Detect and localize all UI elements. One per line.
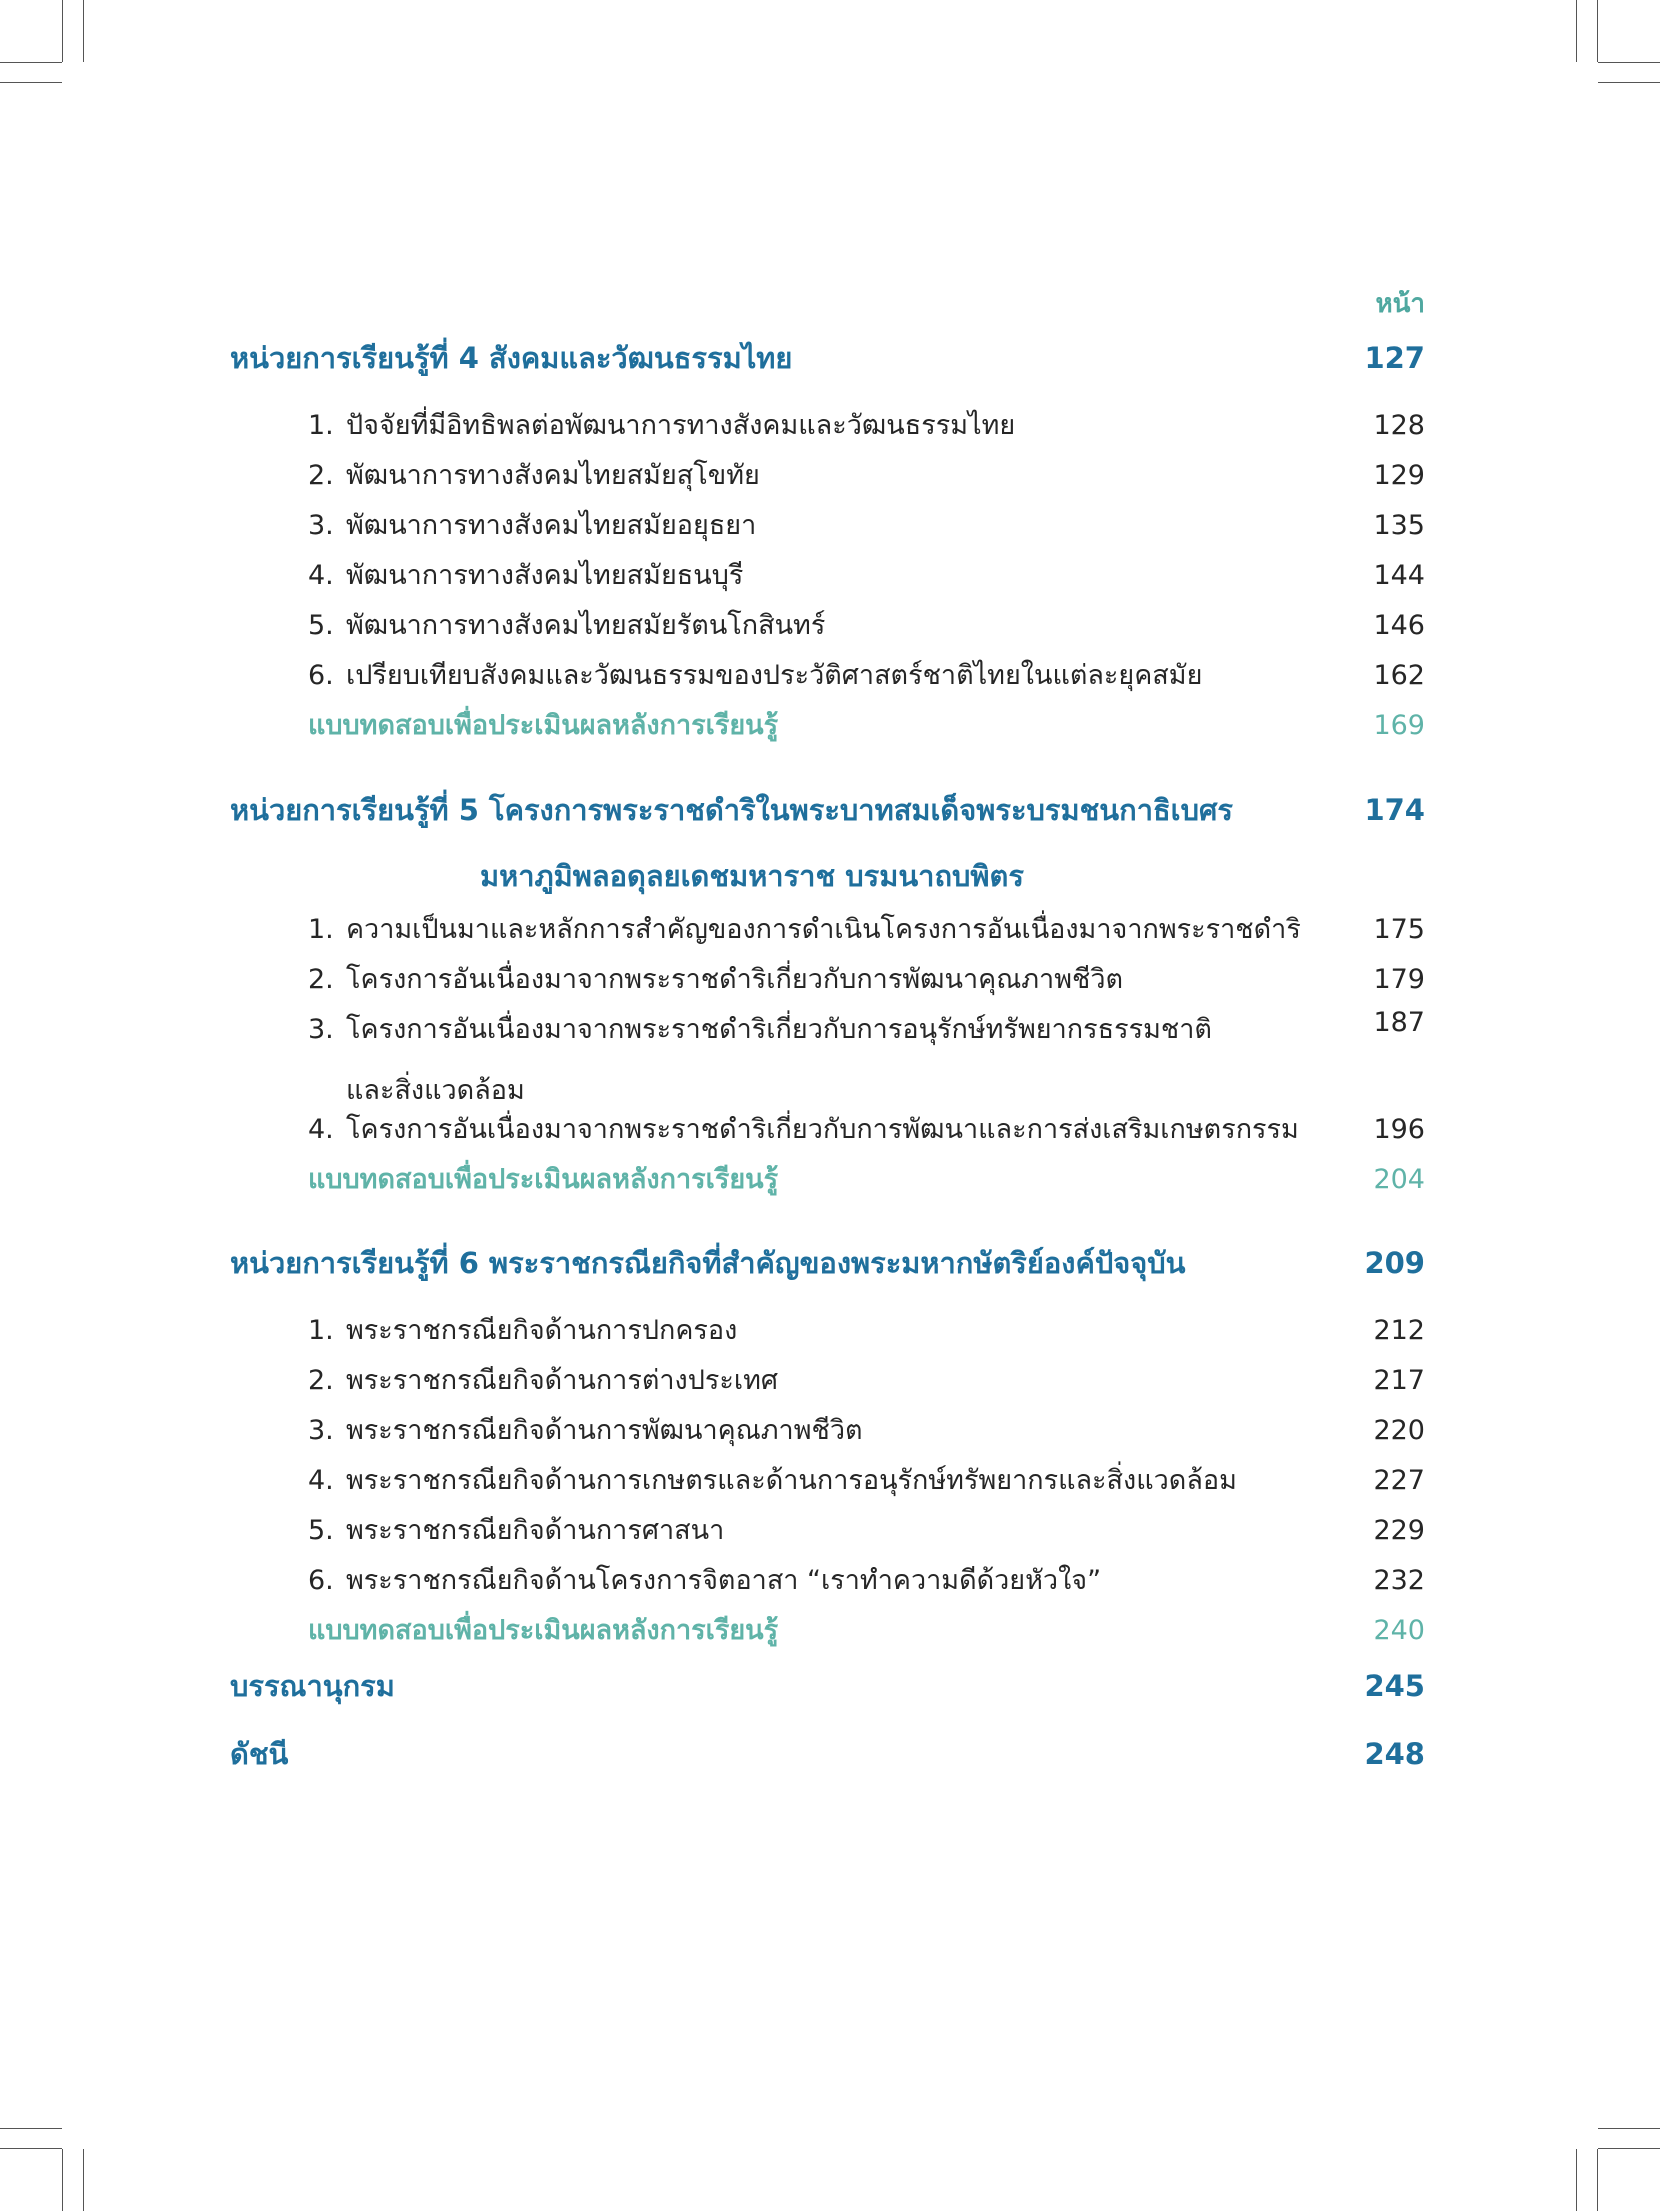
item-number: 3.	[308, 1415, 334, 1446]
item-text: พระราชกรณียกิจด้านการต่างประเทศ	[346, 1365, 779, 1396]
toc-item[interactable]	[308, 1408, 1425, 1451]
toc-item[interactable]	[308, 1558, 1425, 1601]
unit-4-heading[interactable]	[230, 335, 1425, 381]
item-number: 2.	[308, 460, 334, 491]
crop-mark	[62, 0, 63, 62]
item-text: พัฒนาการทางสังคมไทยสมัยสุโขทัย	[346, 460, 760, 491]
crop-mark	[1576, 2149, 1577, 2211]
bibliography-entry[interactable]	[230, 1663, 1425, 1709]
item-page: 179	[1373, 964, 1425, 995]
back-matter-page: 245	[1364, 1669, 1425, 1703]
crop-mark	[1598, 82, 1660, 83]
item-text: โครงการอันเนื่องมาจากพระราชดำริเกี่ยวกับการพัฒนาคุณภาพชีวิต	[346, 964, 1124, 995]
quiz-entry[interactable]	[308, 1608, 1425, 1651]
item-text: โครงการอันเนื่องมาจากพระราชดำริเกี่ยวกับการอนุรักษ์ทรัพยากรธรรมชาติ	[346, 1014, 1212, 1045]
toc-item[interactable]	[308, 553, 1425, 596]
crop-mark	[0, 82, 62, 83]
item-number: 6.	[308, 660, 334, 691]
toc-item[interactable]	[308, 957, 1425, 1000]
item-text-continued: และสิ่งแวดล้อม	[346, 1075, 525, 1106]
item-number: 2.	[308, 1365, 334, 1396]
unit-title: หน่วยการเรียนรู้ที่ 5 โครงการพระราชดำริในพระบาทสมเด็จพระบรมชนกาธิเบศร	[230, 793, 1233, 827]
page-column-header: หน้า	[1375, 289, 1425, 319]
toc-item[interactable]	[308, 1007, 1425, 1111]
item-text: ปัจจัยที่มีอิทธิพลต่อพัฒนาการทางสังคมและวัฒนธรรมไทย	[346, 410, 1016, 441]
crop-mark	[1597, 2149, 1598, 2211]
toc-item[interactable]	[308, 653, 1425, 696]
toc-item[interactable]	[308, 403, 1425, 446]
item-number: 6.	[308, 1565, 334, 1596]
toc-item[interactable]	[308, 503, 1425, 546]
item-text: พัฒนาการทางสังคมไทยสมัยอยุธยา	[346, 510, 757, 541]
item-text: พระราชกรณียกิจด้านการศาสนา	[346, 1515, 725, 1546]
toc-item[interactable]	[308, 1508, 1425, 1551]
crop-mark	[83, 0, 84, 62]
item-page: 162	[1373, 660, 1425, 691]
unit-page: 209	[1364, 1246, 1425, 1280]
toc-item[interactable]	[308, 453, 1425, 496]
toc-item[interactable]	[308, 1358, 1425, 1401]
unit-title: หน่วยการเรียนรู้ที่ 4 สังคมและวัฒนธรรมไทย	[230, 341, 793, 375]
item-number: 2.	[308, 964, 334, 995]
crop-mark	[83, 2149, 84, 2211]
toc-item[interactable]	[308, 907, 1425, 950]
item-page: 129	[1373, 460, 1425, 491]
quiz-text: แบบทดสอบเพื่อประเมินผลหลังการเรียนรู้	[308, 710, 779, 741]
crop-mark	[1598, 62, 1660, 63]
index-entry[interactable]	[230, 1731, 1425, 1777]
unit-page: 174	[1364, 793, 1425, 827]
item-page: 187	[1373, 1007, 1425, 1038]
item-page: 229	[1373, 1515, 1425, 1546]
item-number: 3.	[308, 510, 334, 541]
quiz-page: 204	[1373, 1164, 1425, 1195]
toc-item[interactable]	[308, 1308, 1425, 1351]
item-text: พระราชกรณียกิจด้านการพัฒนาคุณภาพชีวิต	[346, 1415, 863, 1446]
item-text: ความเป็นมาและหลักการสำคัญของการดำเนินโครงการอันเนื่องมาจากพระราชดำริ	[346, 914, 1301, 945]
item-text: พระราชกรณียกิจด้านการเกษตรและด้านการอนุรักษ์ทรัพยากรและสิ่งแวดล้อม	[346, 1465, 1237, 1496]
item-page: 196	[1373, 1114, 1425, 1145]
crop-mark	[1597, 0, 1598, 62]
item-number: 3.	[308, 1014, 334, 1045]
back-matter-title: ดัชนี	[230, 1737, 289, 1771]
quiz-entry[interactable]	[308, 703, 1425, 746]
item-page: 217	[1373, 1365, 1425, 1396]
item-page: 128	[1373, 410, 1425, 441]
unit-title: หน่วยการเรียนรู้ที่ 6 พระราชกรณียกิจที่สำคัญของพระมหากษัตริย์องค์ปัจจุบัน	[230, 1246, 1186, 1280]
item-text: เปรียบเทียบสังคมและวัฒนธรรมของประวัติศาสตร์ชาติไทยในแต่ละยุคสมัย	[346, 660, 1203, 691]
item-page: 144	[1373, 560, 1425, 591]
item-page: 135	[1373, 510, 1425, 541]
item-number: 1.	[308, 410, 334, 441]
item-page: 212	[1373, 1315, 1425, 1346]
crop-mark	[1598, 2148, 1660, 2149]
item-text: พระราชกรณียกิจด้านโครงการจิตอาสา “เราทำความดีด้วยหัวใจ”	[346, 1565, 1102, 1596]
item-text: พระราชกรณียกิจด้านการปกครอง	[346, 1315, 738, 1346]
crop-mark	[0, 2148, 62, 2149]
quiz-text: แบบทดสอบเพื่อประเมินผลหลังการเรียนรู้	[308, 1164, 779, 1195]
crop-mark	[1576, 0, 1577, 62]
unit-5-heading[interactable]	[230, 787, 1425, 899]
crop-mark	[0, 2128, 62, 2129]
quiz-page: 240	[1373, 1615, 1425, 1646]
back-matter-page: 248	[1364, 1737, 1425, 1771]
item-page: 146	[1373, 610, 1425, 641]
unit-6-heading[interactable]	[230, 1240, 1425, 1286]
quiz-text: แบบทดสอบเพื่อประเมินผลหลังการเรียนรู้	[308, 1615, 779, 1646]
item-page: 227	[1373, 1465, 1425, 1496]
toc-item[interactable]	[308, 1107, 1425, 1150]
quiz-entry[interactable]	[308, 1157, 1425, 1200]
crop-mark	[0, 62, 62, 63]
toc-item[interactable]	[308, 1458, 1425, 1501]
back-matter-title: บรรณานุกรม	[230, 1669, 395, 1703]
item-number: 1.	[308, 1315, 334, 1346]
crop-mark	[1598, 2128, 1660, 2129]
item-text: โครงการอันเนื่องมาจากพระราชดำริเกี่ยวกับการพัฒนาและการส่งเสริมเกษตรกรรม	[346, 1114, 1299, 1145]
crop-mark	[62, 2149, 63, 2211]
item-text: พัฒนาการทางสังคมไทยสมัยธนบุรี	[346, 560, 744, 591]
item-number: 5.	[308, 610, 334, 641]
item-text: พัฒนาการทางสังคมไทยสมัยรัตนโกสินทร์	[346, 610, 826, 641]
item-page: 175	[1373, 914, 1425, 945]
item-number: 5.	[308, 1515, 334, 1546]
quiz-page: 169	[1373, 710, 1425, 741]
unit-title-continued: มหาภูมิพลอดุลยเดชมหาราช บรมนาถบพิตร	[480, 859, 1024, 893]
item-number: 4.	[308, 560, 334, 591]
item-number: 1.	[308, 914, 334, 945]
unit-page: 127	[1364, 341, 1425, 375]
item-page: 232	[1373, 1565, 1425, 1596]
item-number: 4.	[308, 1465, 334, 1496]
item-page: 220	[1373, 1415, 1425, 1446]
toc-item[interactable]	[308, 603, 1425, 646]
item-number: 4.	[308, 1114, 334, 1145]
